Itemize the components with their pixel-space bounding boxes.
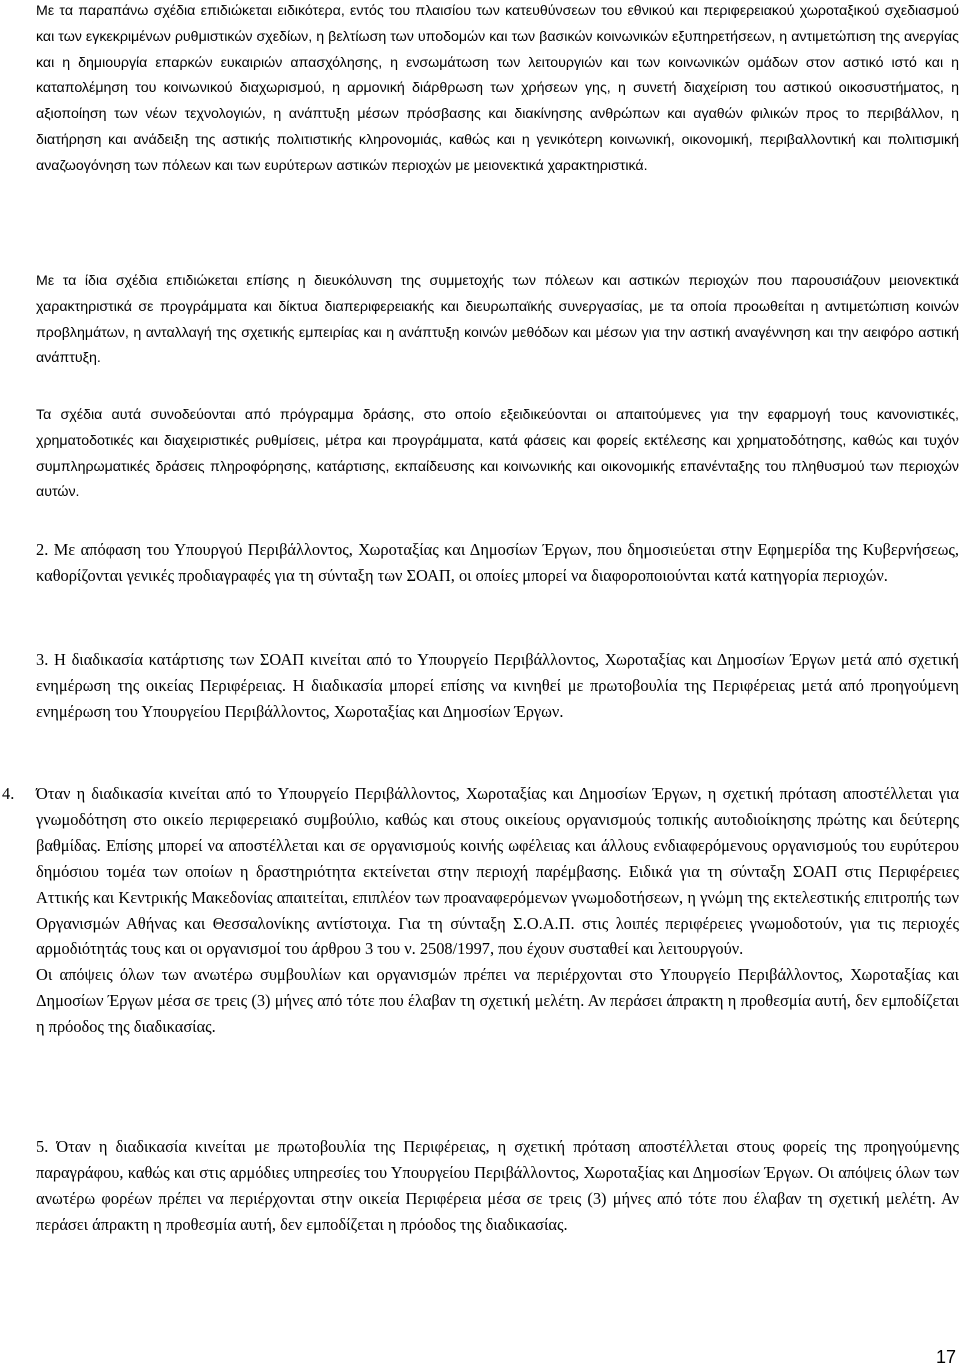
item-4-number: 4. (2, 784, 15, 803)
paragraph-item-2: 2. Με απόφαση του Υπουργού Περιβάλλοντος, Χωροταξίας και Δημοσίων Έργων, που δημοσιεύεται στην Εφημερίδα της Κυβερνήσεως, καθορίζονται γενικές προδιαγραφές για τη σύνταξη των ΣΟΑΠ, οι οποίες μπορεί να διαφοροποιούνται κατά κατηγορία περιοχών. (36, 540, 959, 585)
paragraph-item-4 (2, 781, 959, 1040)
paragraph-item-5: 5. Όταν η διαδικασία κινείται με πρωτοβουλία της Περιφέρειας, η σχετική πρόταση αποστέλλεται στους φορείς της προηγούμενης παραγράφου, καθώς και στις αρμόδιες υπηρεσίες του Υπουργείου Περιβάλλοντος, Χωροταξίας και Δημοσίων Έργων. Οι απόψεις όλων των ανωτέρω φορέων πρέπει να περιέρχονται στην οικεία Περιφέρεια μέσα σε τρεις (3) μήνες από τότε που έλαβαν τη σχετική μελέτη. Αν περάσει άπρακτη η προθεσμία αυτή, δεν εμποδίζεται η πρόοδος της διαδικασίας. (36, 1137, 959, 1234)
paragraph-intro: Με τα παραπάνω σχέδια επιδιώκεται ειδικότερα, εντός του πλαισίου των κατευθύνσεων του εθνικού και περιφερειακού χωροταξικού σχεδιασμού και των εγκεκριμένων ρυθμιστικών σχεδίων, η βελτίωση των υποδομών και των βασικών κοινωνικών εξυπηρετήσεων, η αντιμετώπιση της ανεργίας και η δημιουργία επαρκών ευκαιριών απασχόλησης, η ενσωμάτωση των λειτουργιών και των κοινωνικών ομάδων στον αστικό ιστό και η καταπολέμηση του κοινωνικού διαχωρισμού, η αρμονική διάρθρωση των χρήσεων γης, η συνετή διαχείριση του αστικού οικοσυστήματος, η αξιοποίηση των νέων τεχνολογιών, η ανάπτυξη μέσων πρόσβασης και διακίνησης ανθρώπων και αγαθών φιλικών προς το περιβάλλον, η διατήρηση και ανάδειξη της αστικής πολιτιστικής κληρονομιάς, καθώς και η γενικότερη κοινωνική, οικονομική, περιβαλλοντική και πολιτισμική αναζωογόνηση των πόλεων και των ευρύτερων αστικών περιοχών με μειονεκτικά χαρακτηριστικά. (36, 3, 959, 174)
page-number: 17 (935, 1347, 956, 1367)
paragraph-action-program: Τα σχέδια αυτά συνοδεύονται από πρόγραμμα δράσης, στο οποίο εξειδικεύονται οι απαιτούμενες για την εφαρμογή τους κανονιστικές, χρηματοδοτικές και διαχειριστικές ρυθμίσεις, μέτρα και προγράμματα, κατά φάσεις και φορείς εκτέλεσης και χρηματοδότησης, καθώς και τυχόν συμπληρωματικές δράσεις πληροφόρησης, κατάρτισης, εκπαίδευσης και κοινωνικής και οικονομικής επανένταξης του πληθυσμού των περιοχών αυτών. (36, 407, 959, 501)
paragraph-item-3: 3. Η διαδικασία κατάρτισης των ΣΟΑΠ κινείται από το Υπουργείο Περιβάλλοντος, Χωροταξίας και Δημοσίων Έργων μετά από σχετική ενημέρωση της οικείας Περιφέρειας. Η διαδικασία μπορεί επίσης να κινηθεί με πρωτοβουλία της Περιφέρειας μετά από προηγούμενη ενημέρωση του Υπουργείου Περιβάλλοντος, Χωροταξίας και Δημοσίων Έργων. (36, 650, 959, 721)
item-4-text: Όταν η διαδικασία κινείται από το Υπουργείο Περιβάλλοντος, Χωροταξίας και Δημοσίων Έργων, η σχετική πρόταση αποστέλλεται για γνωμοδότηση στο οικείο περιφερειακό συμβούλιο, καθώς και στους οικείους οργανισμούς τοπικής αυτοδιοίκησης πρώτης και δεύτερης βαθμίδας. Επίσης μπορεί να αποστέλλεται και σε οργανισμούς κοινής ωφέλειας και άλλους ενδιαφερόμενους οργανισμούς του ευρύτερου δημόσιου τομέα των οποίων η δραστηριότητα εκτείνεται στην περιοχή παρέμβασης. Ειδικά για τη σύνταξη ΣΟΑΠ στις Περιφέρειες Αττικής και Κεντρικής Μακεδονίας απαιτείται, επιπλέον των προαναφερόμενων γνωμοδοτήσεων, η γνώμη της εκτελεστικής επιτροπής των Οργανισμών Αθήνας και Θεσσαλονίκης αντίστοιχα. Για τη σύνταξη Σ.Ο.Α.Π. στις λοιπές περιφέρειες γνωμοδοτούν, για τις περιοχές αρμοδιότητάς τους και οι οργανισμοί του άρθρου 3 του ν. 2508/1997, που έχουν συσταθεί και λειτουργούν. (36, 784, 959, 959)
item-4-text-continued: Οι απόψεις όλων των ανωτέρω συμβουλίων και οργανισμών πρέπει να περιέρχονται στο Υπουργείο Περιβάλλοντος, Χωροταξίας και Δημοσίων Έργων μέσα σε τρεις (3) μήνες από τότε που έλαβαν τη σχετική μελέτη. Αν περάσει άπρακτη η προθεσμία αυτή, δεν εμποδίζεται η πρόοδος της διαδικασίας. (36, 965, 959, 1037)
paragraph-cooperation: Με τα ίδια σχέδια επιδιώκεται επίσης η διευκόλυνση της συμμετοχής των πόλεων και αστικών περιοχών που παρουσιάζουν μειονεκτικά χαρακτηριστικά σε προγράμματα και δίκτυα διαπεριφερειακής και διευρωπαϊκής συνεργασίας, με τα οποία προωθείται η αντιμετώπιση κοινών προβλημάτων, η ανταλλαγή της σχετικής εμπειρίας και η ανάπτυξη κοινών μεθόδων και μέσων για την αστική αναγέννηση και την αειφόρο αστική ανάπτυξη. (36, 273, 959, 367)
